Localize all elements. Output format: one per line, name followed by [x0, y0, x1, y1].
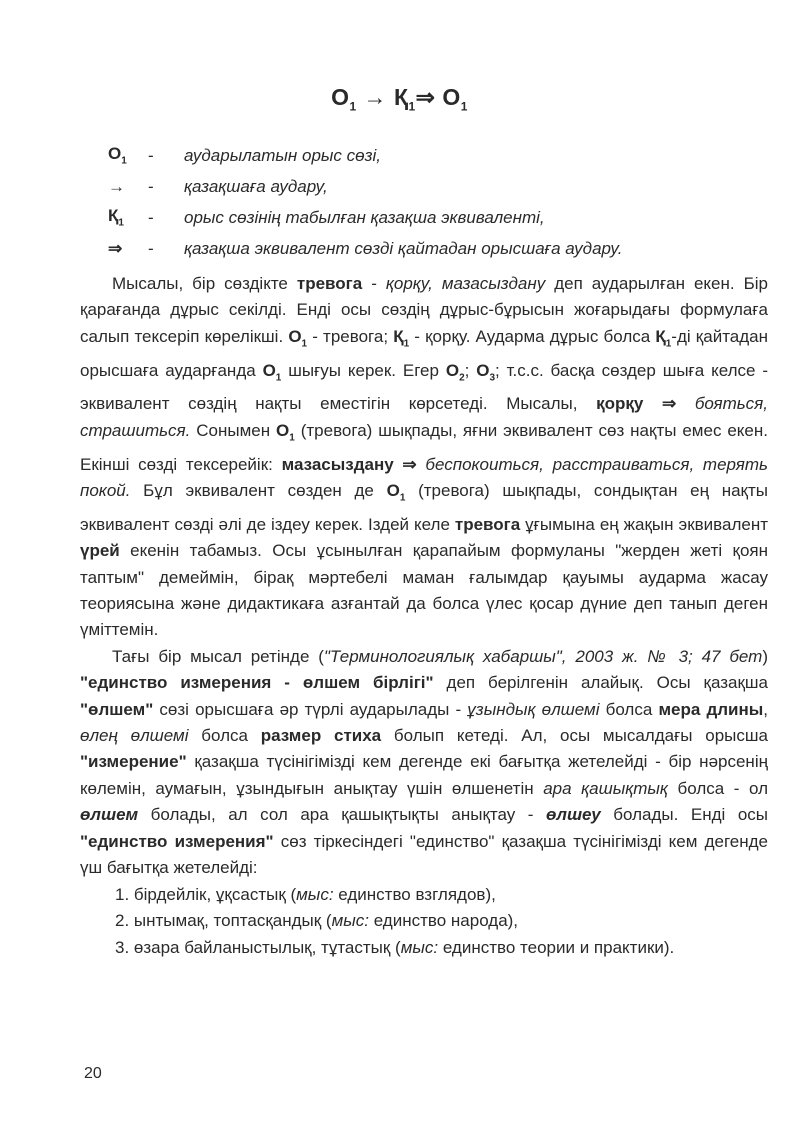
formula-double-arrow: ⇒	[415, 84, 436, 110]
formula-o: O	[442, 84, 461, 110]
legend-text: орыс сөзінің табылған қазақша эквиваленті,	[184, 207, 545, 227]
formula-sub: 1	[349, 99, 357, 114]
legend-symbol: $O_1$	[108, 144, 127, 167]
legend-text: қазақша эквивалент сөзді қайтадан орысшаға аудару.	[184, 238, 623, 258]
formula-heading	[0, 84, 799, 114]
list-item: 1. бірдейлік, ұқсастық (мыс: единство взглядов),	[115, 885, 496, 904]
meaning-list	[115, 882, 674, 961]
formula-sub: 1	[408, 99, 416, 114]
formula-sub: 1	[460, 99, 468, 114]
page-number: 20	[84, 1065, 102, 1082]
paragraph-1: Мысалы, бір сөздікте тревога - қорқу, мазасыздану деп аударылған екен. Бір қарағанда дұрыс секілді. Енді осы сөздің дұрыс-бұрысын жоғарыдағы формулаға салып тексеріп көрелікші. $O_1$ - тревога; $Қ_1$ - қорқу. Аударма дұрыс болса $Қ_1-ді$ қайтадан орысшаға аударғанда $O_1$ шығуы керек. Егер $O_2$; $O_3$; т.с.с. басқа сөздер шыға келсе - эквивалент сөздің нақты еместігін көрсетеді. Мысалы, қорқу ⇒ бояться, страшиться. Сонымен $O_1$ (тревога) шықпады, яғни эквивалент сөз нақты емес екен. Екінші сөзді тексерейік: мазасыздану ⇒ беспокоиться, расстраиваться, терять покой. Бұл эквивалент сөзден де $O_1$ (тревога) шықпады, сондықтан ең нақты эквивалент сөзді әлі де іздеу керек. Іздей келе тревога ұғымына ең жақын эквивалент үрей екенін табамыз. Осы ұсынылған қарапайым формуланы "жерден жеті қоян таптым" демеймін, бірақ мәртебелі маман ғалымдар қауымы аударма жасау теориясына және дидактикаға азғантай да болса үлес қосар дүние деп танып деген үміттемін.	[80, 274, 768, 640]
legend-text: аударылатын орыс сөзі,	[184, 145, 381, 165]
list-item: 2. ынтымақ, топтасқандық (мыс: единство народа),	[115, 911, 519, 931]
formula-legend	[108, 140, 623, 264]
legend-dash: -	[148, 238, 154, 258]
legend-symbol: $Қ_1$	[108, 206, 124, 229]
legend-dash: -	[148, 145, 154, 165]
legend-row	[108, 233, 623, 264]
legend-row	[108, 140, 623, 171]
body-text	[80, 271, 768, 882]
legend-row	[108, 171, 623, 202]
legend-text: қазақшаға аудару,	[184, 176, 328, 196]
paragraph-2: Тағы бір мысал ретінде ("Терминологиялық хабаршы", 2003 ж. № 3; 47 бет) "единство измерения - өлшем бірлігі" деп берілгенін алайық. Осы қазақша "өлшем" сөзі орысшаға әр түрлі аударылады - ұзындық өлшемі болса мера длины, өлең өлшемі болса размер стиха болып кетеді. Ал, осы мысалдағы орысша "измерение" қазақша түсінігімізді кем дегенде екі бағытқа жетелейді - бір нәрсенің көлемін, аумағын, ұзындығын анықтау үшін өлшенетін ара қашықтық болса - ол өлшем болады, ал сол ара қашықтықты анықтау - өлшеу болады. Енді осы "единство измерения" сөз тіркесіндегі "единство" қазақша түсінігімізді кем дегенде үш бағытқа жетелейді:	[80, 646, 769, 878]
legend-row	[108, 202, 623, 233]
legend-dash: -	[148, 176, 154, 196]
legend-symbol: ⇒	[108, 238, 123, 258]
legend-symbol: →	[108, 176, 125, 196]
list-item: 3. өзара байланыстылық, тұтастық (мыс: единство теории и практики).	[115, 937, 675, 957]
legend-dash: -	[148, 207, 154, 227]
formula-o: O	[331, 84, 350, 110]
formula-arrow: →	[363, 84, 388, 110]
formula-k: Қ	[393, 84, 409, 110]
